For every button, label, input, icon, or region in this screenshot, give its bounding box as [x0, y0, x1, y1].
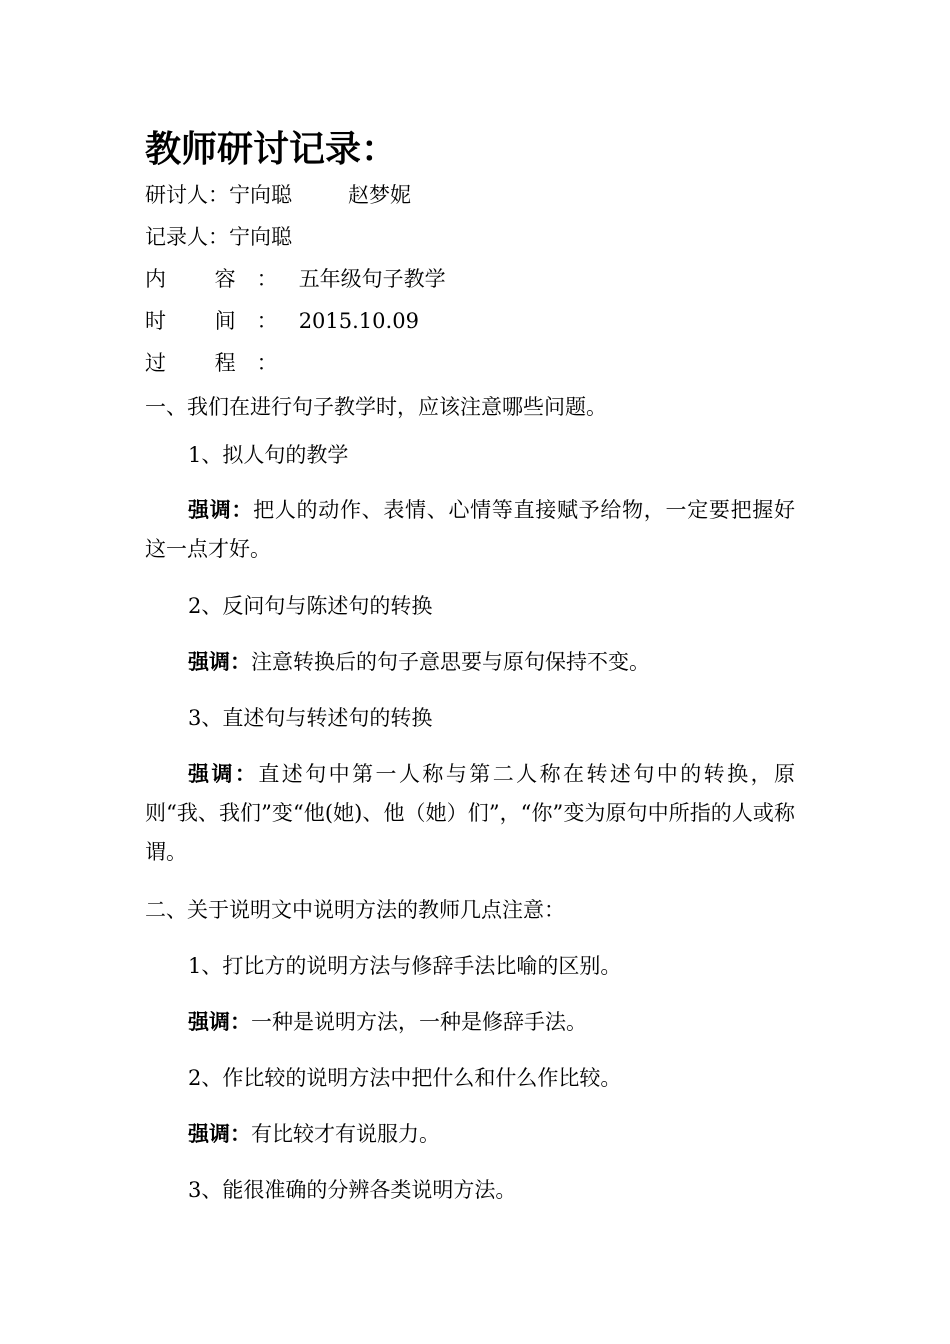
emphasis-text: 注意转换后的句子意思要与原句保持不变。 [251, 650, 650, 674]
recorder-label: 记录人： [145, 225, 229, 249]
content-label: 内 容： [145, 267, 299, 291]
page-title: 教师研讨记录： [145, 129, 398, 170]
section-2-heading: 二、关于说明文中说明方法的教师几点注意： [145, 898, 565, 922]
section-1-item-1-title: 1、拟人句的教学 [188, 443, 349, 467]
emphasis-text: 有比较才有说服力。 [251, 1122, 440, 1146]
emphasis-text: 直述句中第一人称与第二人称在转述句中的转换，原则“我、我们”变“他(她)、他（她）们”，“你”变为原句中所指的人或称谓。 [145, 762, 796, 864]
section-1-item-2-title: 2、反问句与陈述句的转换 [188, 594, 433, 618]
section-1-item-1-emphasis [145, 491, 795, 569]
meta-researchers [145, 180, 411, 210]
emphasis-label: 强调： [188, 650, 251, 674]
emphasis-label: 强调： [188, 762, 259, 786]
section-2-item-2-emphasis [145, 1115, 795, 1154]
meta-time [145, 306, 419, 336]
researchers-label: 研讨人： [145, 183, 229, 207]
researcher-2: 赵梦妮 [348, 183, 411, 207]
researcher-1: 宁向聪 [229, 183, 292, 207]
section-2-item-2-title: 2、作比较的说明方法中把什么和什么作比较。 [188, 1066, 622, 1090]
meta-content [145, 264, 446, 294]
time-value: 2015.10.09 [298, 309, 419, 333]
section-2-item-1-emphasis [145, 1003, 795, 1042]
recorder-name: 宁向聪 [229, 225, 292, 249]
meta-recorder [145, 222, 292, 252]
time-label: 时 间： [145, 309, 299, 333]
emphasis-label: 强调： [188, 1122, 251, 1146]
meta-process [145, 348, 299, 378]
section-1-item-3-title: 3、直述句与转述句的转换 [188, 706, 433, 730]
section-1-heading: 一、我们在进行句子教学时，应该注意哪些问题。 [145, 395, 607, 419]
section-1-item-3-emphasis [145, 755, 795, 872]
section-2-item-3-title: 3、能很准确的分辨各类说明方法。 [188, 1178, 517, 1202]
section-1-item-2-emphasis [145, 643, 795, 682]
emphasis-label: 强调： [188, 498, 254, 522]
emphasis-text: 一种是说明方法，一种是修辞手法。 [251, 1010, 587, 1034]
section-2-item-1-title: 1、打比方的说明方法与修辞手法比喻的区别。 [188, 954, 622, 978]
content-value: 五年级句子教学 [298, 267, 446, 291]
process-label: 过 程： [145, 351, 299, 375]
emphasis-label: 强调： [188, 1010, 251, 1034]
emphasis-text: 把人的动作、表情、心情等直接赋予给物，一定要把握好这一点才好。 [145, 498, 796, 561]
